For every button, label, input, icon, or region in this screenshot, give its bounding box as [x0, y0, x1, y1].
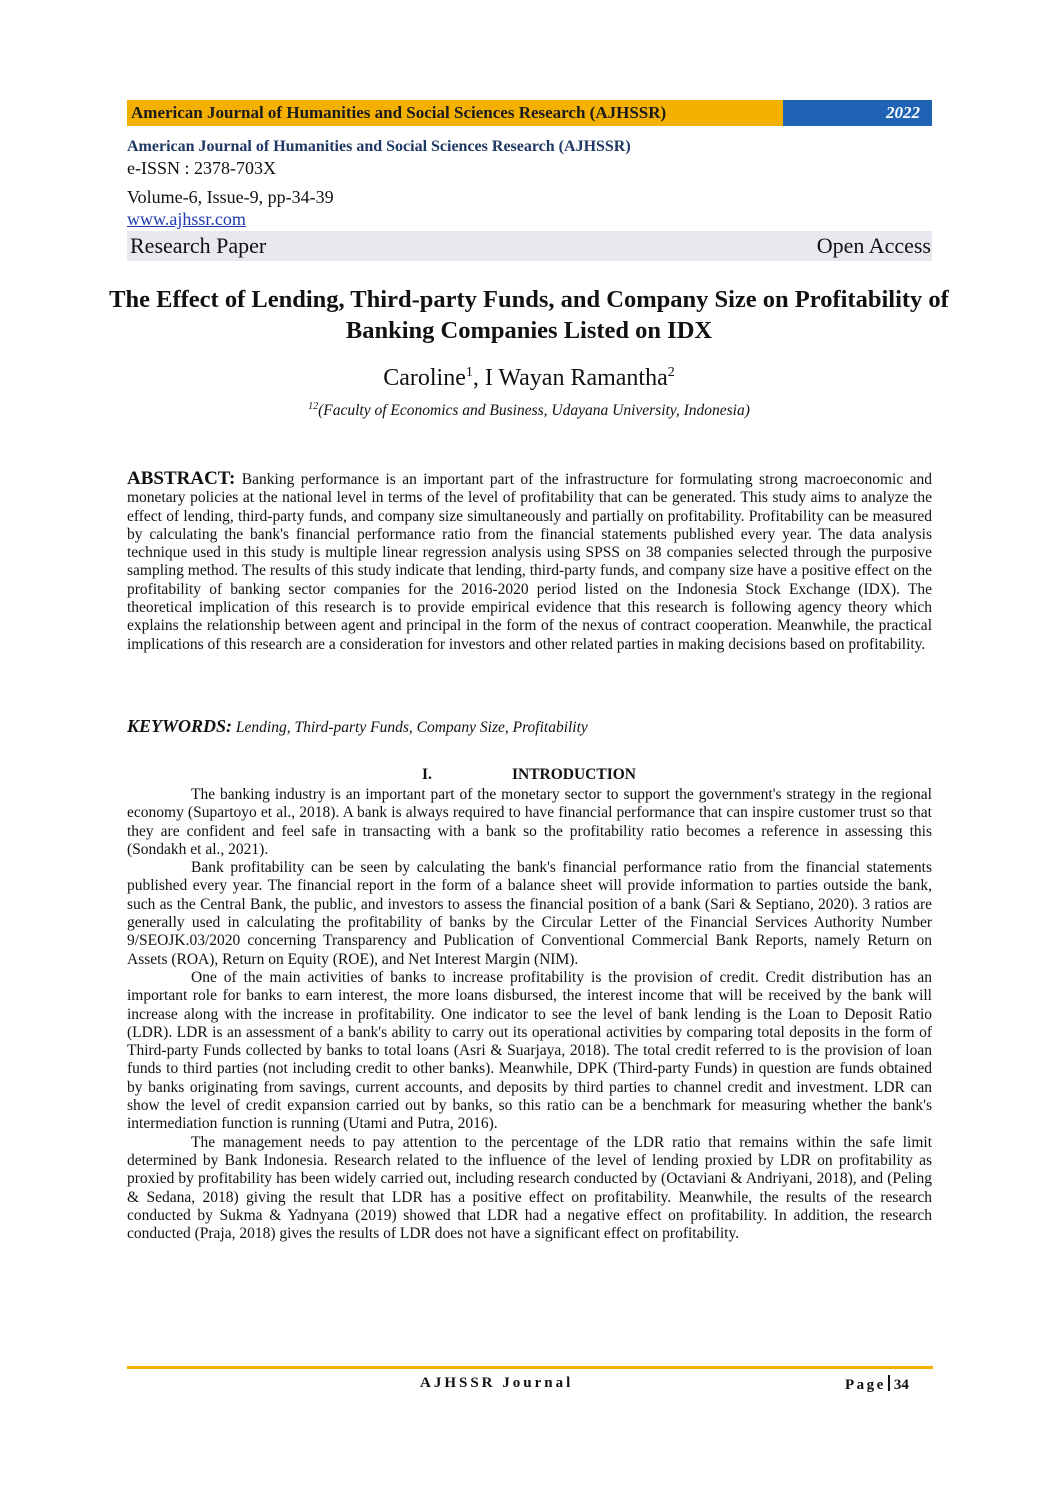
page-label: Page	[845, 1377, 886, 1393]
affiliation-text: (Faculty of Economics and Business, Udayana University, Indonesia)	[318, 402, 750, 420]
affiliation	[0, 401, 1058, 420]
paragraph: The management needs to pay attention to the percentage of the LDR ratio that remains within the safe limit determined by Bank Indonesia. Research related to the influence of the level of lending proxied by LDR on profitability as proxied by profitability has been widely carried out, including research conducted by (Octaviani & Andriyani, 2018), and (Peling & Sedana, 2018) giving the result that LDR has a positive effect on profitability. Meanwhile, the results of the research conducted by Sukma & Yadnyana (2019) showed that LDR had a negative effect on profitability. In addition, the research conducted (Praja, 2018) gives the results of LDR does not have a significant effect on profitability.	[127, 1133, 932, 1243]
paragraph: The banking industry is an important part of the monetary sector to support the government's strategy in the regional economy (Supartoyo et al., 2018). A bank is always required to have financial performance that can inspire customer trust so that they are confident and feel safe in transacting with a bank so the profitability ratio becomes a reference in assessing this (Sondakh et al., 2021).	[127, 786, 932, 858]
journal-banner	[127, 100, 932, 126]
author-name: I Wayan Ramantha	[484, 365, 668, 391]
keywords-text: Lending, Third-party Funds, Company Size, Profitability	[232, 719, 588, 736]
volume-issue: Volume-6, Issue-9, pp-34-39	[127, 187, 334, 207]
issn: e-ISSN : 2378-703X	[127, 158, 276, 178]
footer-divider	[127, 1366, 933, 1369]
author-superscript: 2	[667, 365, 675, 380]
abstract	[127, 470, 932, 654]
paragraph: One of the main activities of banks to increase profitability is the provision of credit. Credit distribution has an important role for banks to earn interest, the more loans disbursed, the interest income that will be received by the bank will increase along with the increase in profitability. One indicator to see the level of bank lending is the Loan to Deposit Ratio (LDR). LDR is an assessment of a bank's ability to carry out its operational activities by comparing total deposits in the form of Third-party Funds collected by banks to total loans (Asri & Suarjaya, 2018). The total credit referred to is the provision of loan funds to third parties (not including credit to other banks). Meanwhile, DPK (Third-party Funds) in question are funds obtained by banks originating from savings, current accounts, and deposits by third parties to channel credit and investment. LDR can show the level of credit expansion carried out by banks, so this ratio can be a benchmark for measuring whether the bank's intermediation function is running (Utami and Putra, 2016).	[127, 968, 932, 1133]
abstract-label: ABSTRACT:	[127, 468, 236, 489]
author-name: Caroline	[383, 365, 466, 391]
page-number: 34	[893, 1377, 909, 1393]
page-separator	[888, 1375, 890, 1391]
footer-page	[845, 1375, 909, 1394]
section-number: I.	[421, 766, 432, 783]
footer-journal: AJHSSR Journal	[420, 1375, 574, 1391]
author-separator: ,	[472, 365, 485, 391]
paper-title: The Effect of Lending, Third-party Funds, and Company Size on Profitability of Banking Companies Listed on IDX	[109, 286, 949, 344]
paragraph: Bank profitability can be seen by calculating the bank's financial performance ratio from the financial statements published every year. The financial report in the form of a balance sheet will provide information to parties outside the bank, such as the Central Bank, the public, and investors to assess the financial position of a bank (Sari & Septiano, 2020). 3 ratios are generally used in calculating the profitability of banks by the Circular Letter of the Financial Services Authority Number 9/SEOJK.03/2020 concerning Transparency and Publication of Conventional Commercial Bank Reports, namely Return on Assets (ROA), Return on Equity (ROE), and Net Interest Margin (NIM).	[127, 859, 932, 968]
paper-type: Research Paper	[130, 233, 267, 258]
keywords	[127, 716, 932, 737]
affiliation-superscript: 12	[308, 401, 319, 412]
section-title: INTRODUCTION	[511, 766, 636, 783]
authors	[0, 365, 1058, 392]
section-heading	[0, 766, 1058, 784]
journal-name: American Journal of Humanities and Social Sciences Research (AJHSSR)	[127, 138, 631, 155]
introduction-body	[127, 786, 932, 1243]
author-superscript: 1	[465, 365, 473, 380]
keywords-label: KEYWORDS:	[127, 716, 233, 736]
abstract-text: Banking performance is an important part of the infrastructure for formulating strong macroeconomic and monetary policies at the national level in terms of the level of profitability that can be generated. This study aims to analyze the effect of lending, third-party funds, and company size simultaneously and partially on profitability. Profitability can be measured by calculating the bank's financial performance ratio from the financial statements published every year. The data analysis technique used in this study is multiple linear regression analysis using SPSS on 38 companies selected through the purposive sampling method. The results of this study indicate that lending, third-party funds, and company size have a positive effect on the profitability of banking sector companies for the 2016-2020 period listed on the Indonesia Stock Exchange (IDX). The theoretical implication of this research is to provide empirical evidence that this research is following agency theory which explains the relationship between agent and principal in the form of the nexus of contract cooperation. Meanwhile, the practical implications of this research are a consideration for investors and other related parties in making decisions based on profitability.	[127, 471, 932, 653]
open-access-label: Open Access	[816, 233, 931, 258]
website-link[interactable]: www.ajhssr.com	[127, 209, 246, 229]
banner-year: 2022	[783, 100, 932, 126]
banner-journal-title: American Journal of Humanities and Social Sciences Research (AJHSSR)	[127, 100, 783, 126]
